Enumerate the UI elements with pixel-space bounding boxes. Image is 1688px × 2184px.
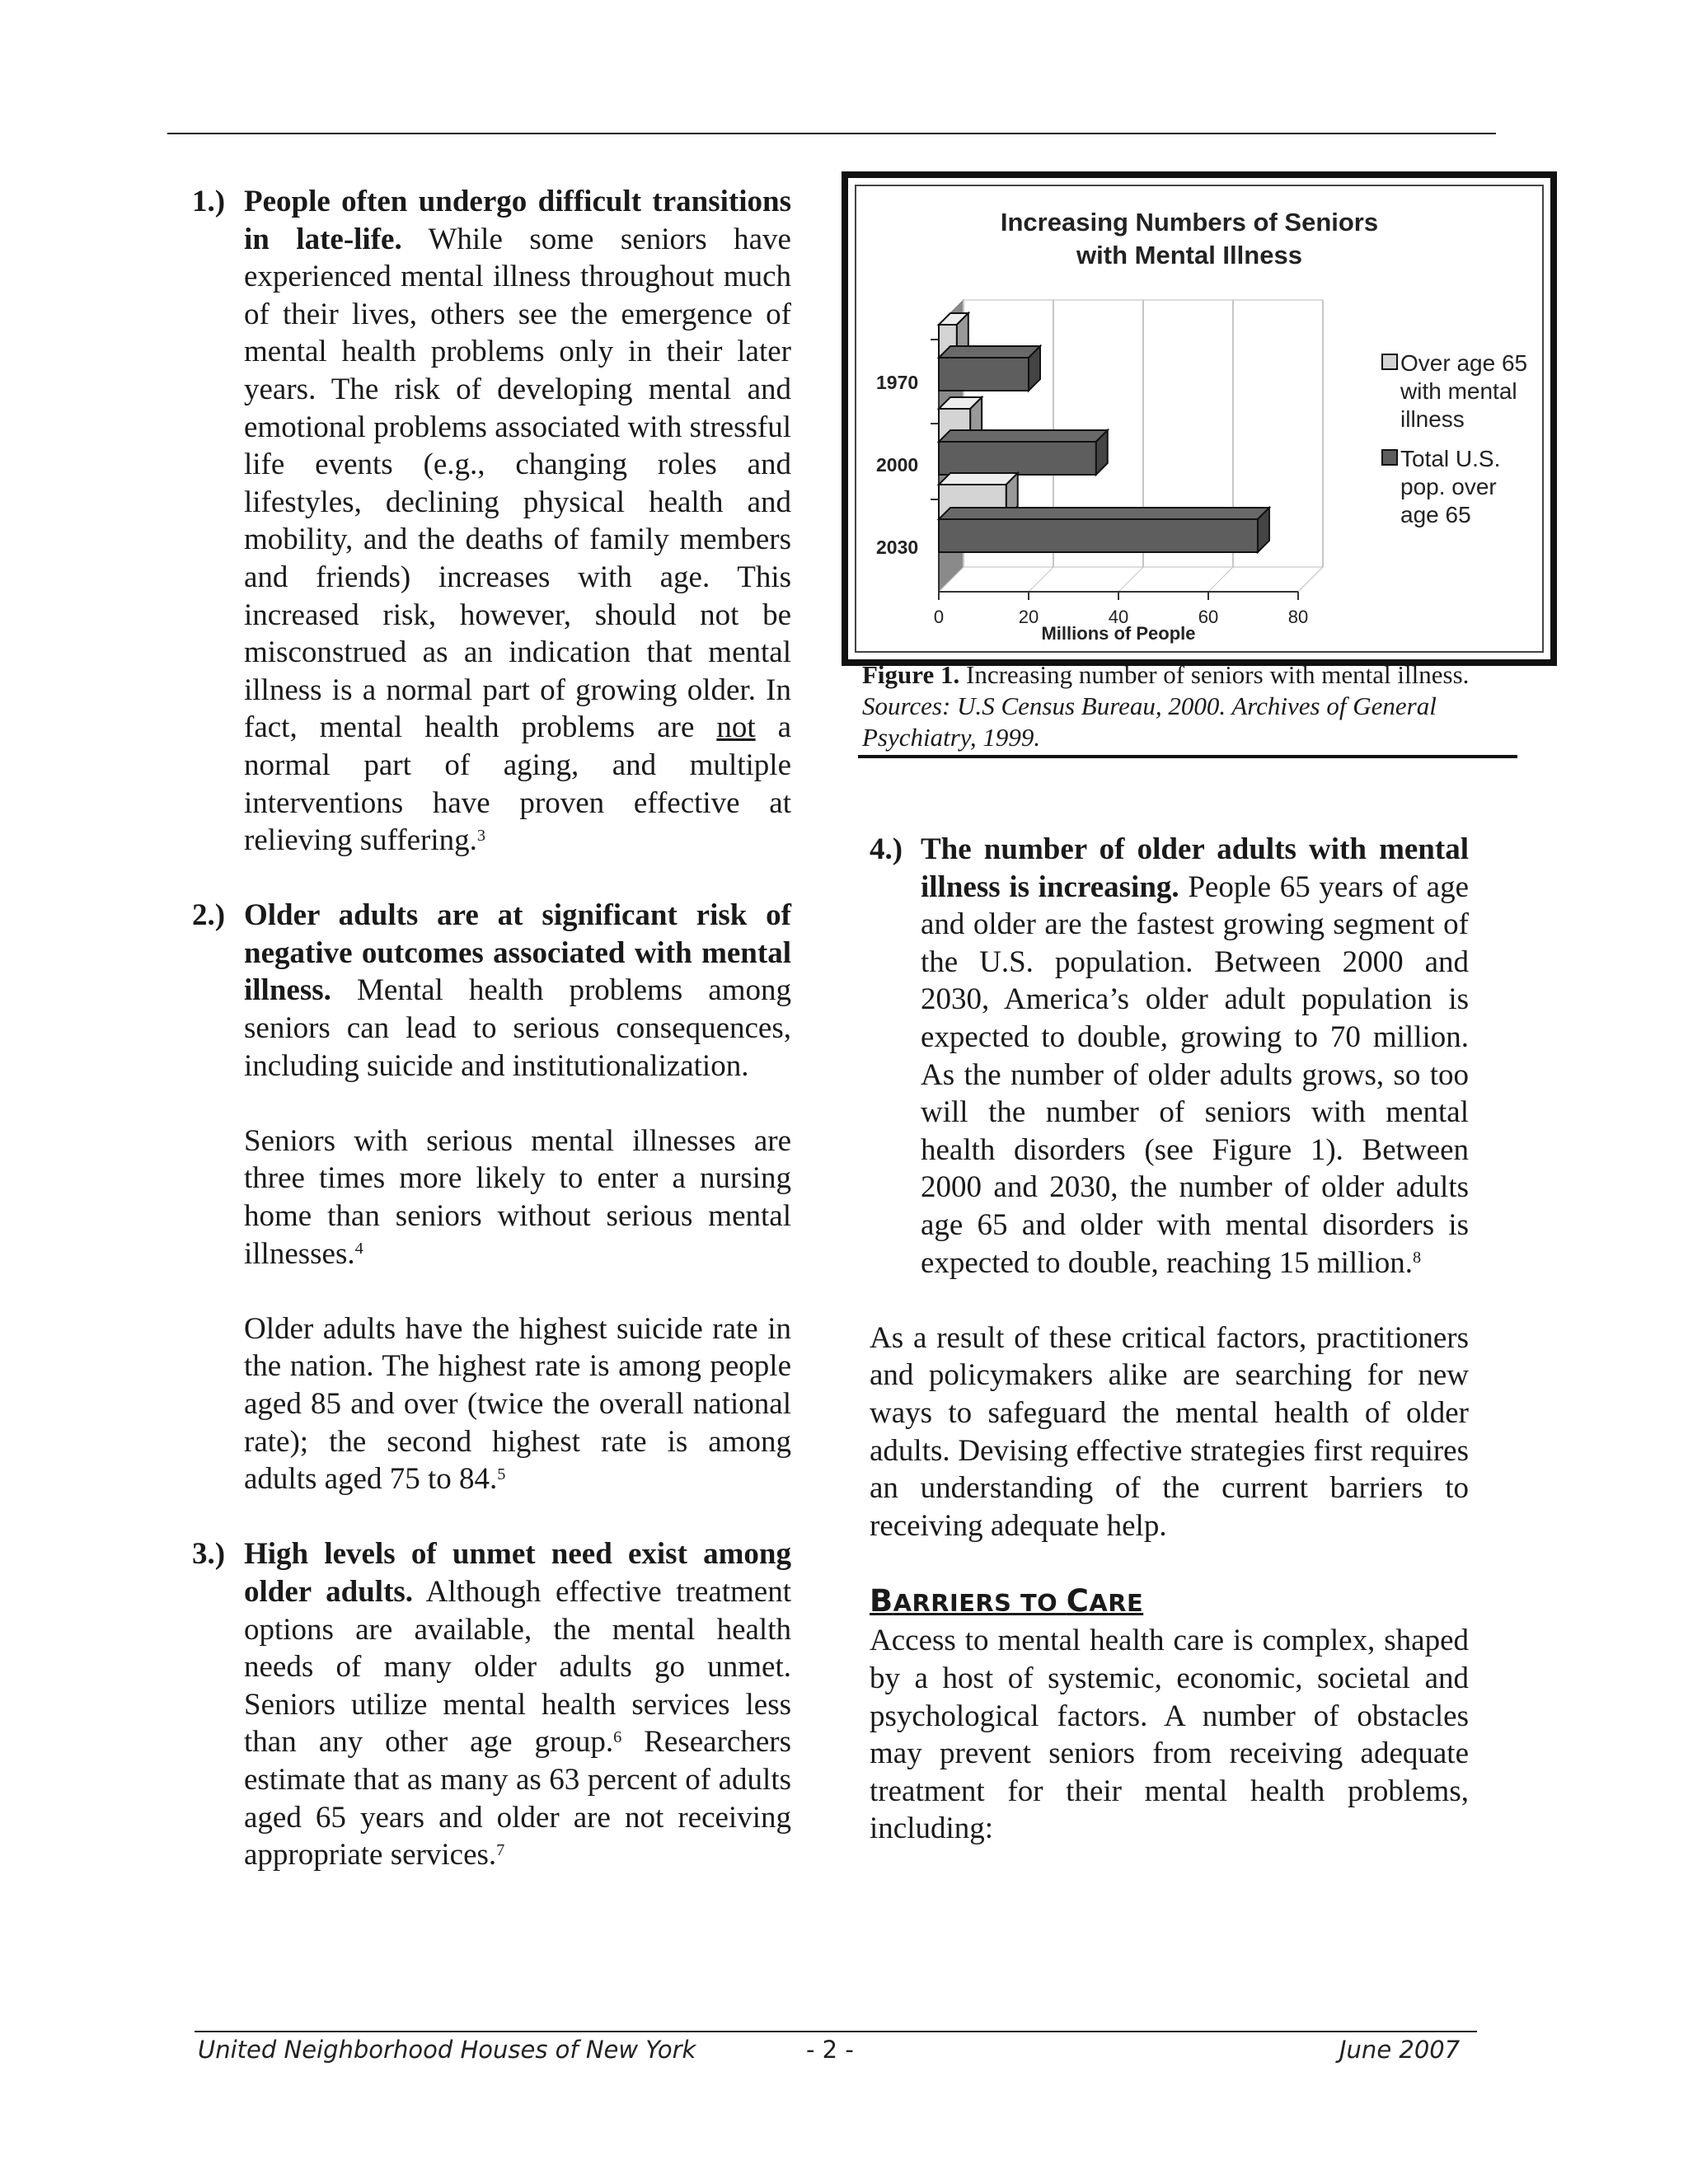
legend-label-series-2-line-1: Total U.S. [1400, 446, 1501, 471]
section-heading-barriers: BARRIERS TO CARE [870, 1582, 1144, 1619]
footnote-ref: 3 [476, 826, 486, 845]
bar-top-face [939, 508, 1269, 519]
chart-title-line-2: with Mental Illness [1076, 241, 1302, 269]
figure-source-line-2: Psychiatry, 1999. [862, 723, 1041, 752]
item-paragraph: High levels of unmet need exist among older adults. Although effective treatment options are available, the mental health needs of many older adults go unmet. Seniors utilize mental health services less than any other age group.$^6$ Researchers estimate that as many as 63 percent of adults aged 65 years and older are not receiving appropriate services.$^7$ [244, 1537, 791, 1872]
item-lead: People often undergo difficult transitions in late-life. [244, 185, 791, 256]
bar-top-face [939, 346, 1040, 358]
header-rule [167, 133, 1496, 134]
y-tick-label: 2000 [876, 454, 919, 476]
footnote-ref: 7 [496, 1840, 505, 1859]
bar-2030-series-2 [939, 519, 1258, 552]
footnote-ref: 8 [1412, 1249, 1422, 1268]
list-item-2 [188, 897, 791, 1498]
item-number: 3.) [192, 1537, 226, 1572]
barriers-paragraph: Access to mental health care is complex, shaped by a host of systemic, economic, societal and psychological factors. A number of obstacles may prevent seniors from receiving adequate treatment for their mental health problems, including: [870, 1624, 1469, 1846]
bar-2000-series-2 [939, 442, 1096, 475]
legend-label-series-2-line-2: pop. over [1400, 474, 1497, 499]
bar-top-face [939, 430, 1108, 442]
legend-key-series-1 [1382, 354, 1397, 369]
item-paragraph: Seniors with serious mental illnesses are three times more likely to enter a nursing home than seniors without serious mental illnesses.$^4$ [244, 1123, 791, 1271]
list-item-4 [870, 831, 1469, 1282]
item-lead: Older adults are at significant risk of negative outcomes associated with mental illness. [244, 898, 791, 1008]
x-axis-label: Millions of People [1041, 623, 1196, 644]
right-column [870, 831, 1469, 1848]
figure-caption: Figure 1. Increasing number of seniors with mental illness. Sources: U.S Census Bureau, 2000. Archives of General Psychiatry, 1999. [862, 659, 1522, 753]
chart-title-line-1: Increasing Numbers of Seniors [1000, 208, 1379, 237]
bar-top-face [939, 473, 1018, 485]
footer-organization: United Neighborhood Houses of New York [198, 2036, 696, 2064]
item-number: 4.) [870, 832, 903, 866]
item-paragraph: The number of older adults with mental illness is increasing. People 65 years of age and older are the fastest growing segment of the U.S. population. Between 2000 and 2030, America’s older adult population is expected to double, growing to 70 million. As the number of older adults grows, so too will the number of seniors with mental health disorders (see Figure 1). Between 2000 and 2030, the number of older adults age 65 and older with mental disorders is expected to double, reaching 15 million.$^8$ [921, 832, 1470, 1280]
x-tick-label: 20 [1018, 607, 1039, 627]
figure-source-line-1: Sources: U.S Census Bureau, 2000. Archives of General [862, 691, 1437, 720]
chart [856, 186, 1555, 664]
footer-date: June 2007 [1339, 2036, 1461, 2064]
item-paragraph: People often undergo difficult transitions in late-life. While some seniors have experienced mental illness throughout much of their lives, others see the emergence of mental health problems only in their later years. The risk of developing mental and emotional problems associated with stressful life events (e.g., changing roles and lifestyles, declining physical health and mobility, and the deaths of family members and friends) increases with age. This increased risk, however, should not be misconstrued as an indication that mental illness is a normal part of growing older. In fact, mental health problems are not a normal part of aging, and multiple interventions have proven effective at relieving suffering.$^3$ [244, 185, 791, 858]
item-number: 2.) [192, 898, 226, 933]
figure-frame [842, 171, 1557, 666]
x-tick-label: 80 [1287, 607, 1309, 627]
left-column [188, 183, 791, 1874]
figure-label: Figure 1. [862, 660, 960, 689]
x-tick-label: 60 [1198, 607, 1219, 627]
x-tick-label: 40 [1108, 607, 1129, 627]
conclusion-paragraph: As a result of these critical factors, practitioners and policymakers alike are searching for new ways to safeguard the mental health of older adults. Devising effective strategies first requires an understanding of the current barriers to receiving adequate help. [870, 1320, 1469, 1543]
item-paragraph: Older adults are at significant risk of negative outcomes associated with mental illness. Mental health problems among seniors can lead to serious consequences, including suicide and institutionalization. [244, 898, 791, 1083]
item-number: 1.) [192, 185, 226, 218]
bar-1970-series-2 [939, 358, 1029, 391]
footer-page-number: - 2 - [806, 2036, 854, 2064]
x-tick-label: 0 [933, 607, 945, 627]
figure-rule [858, 755, 1517, 758]
list-item-1 [188, 183, 791, 860]
emphasis-not: not [716, 710, 756, 745]
list-item-3 [188, 1535, 791, 1873]
footer-rule [195, 2031, 1477, 2032]
footnote-ref: 6 [613, 1728, 622, 1747]
footnote-ref: 4 [354, 1240, 363, 1258]
item-lead: The number of older adults with mental illness is increasing. [921, 832, 1469, 904]
footnote-ref: 5 [497, 1465, 506, 1483]
legend-label-series-1-line-1: Over age 65 [1400, 350, 1528, 376]
y-tick-label: 1970 [876, 372, 919, 393]
figure-inner-frame [855, 185, 1544, 653]
legend-label-series-2-line-3: age 65 [1400, 502, 1471, 527]
item-lead: High levels of unmet need exist among older adults. [244, 1537, 791, 1609]
item-paragraph: Older adults have the highest suicide rate in the nation. The highest rate is among people aged 85 and over (twice the overall national rate); the second highest rate is among adults aged 75 to 84.$^5$ [244, 1311, 791, 1497]
legend-key-series-2 [1382, 450, 1397, 465]
legend-label-series-1-line-3: illness [1400, 406, 1465, 432]
legend-label-series-1-line-2: with mental [1400, 378, 1517, 404]
y-tick-label: 2030 [876, 537, 919, 558]
